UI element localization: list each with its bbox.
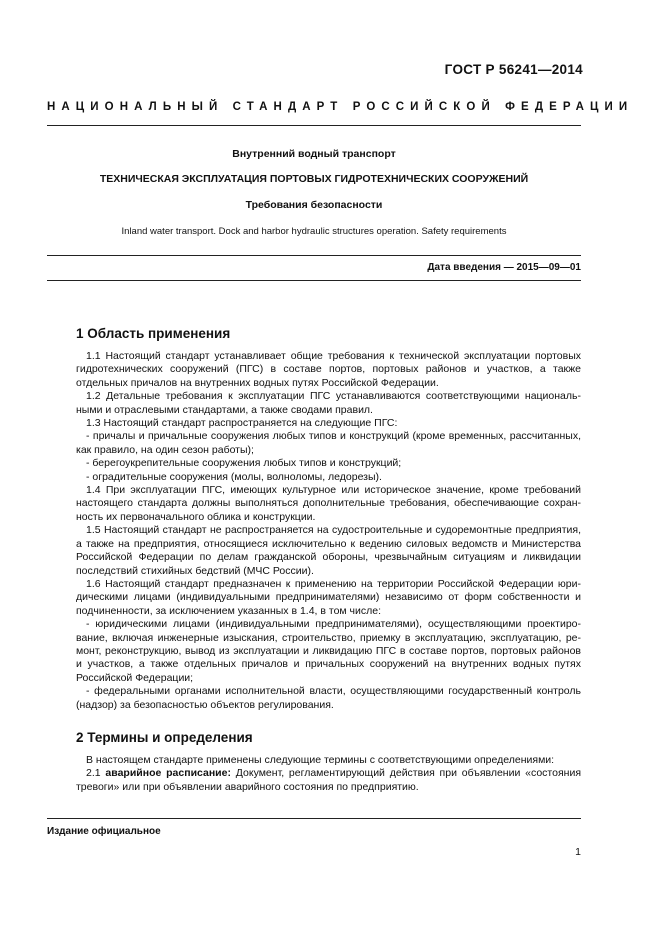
list-item: - федеральными органами исполнительной власти, осуществляющими государственный контроль (надзор) за безопасностью объектов регулирования. — [76, 685, 581, 711]
header-divider — [47, 125, 581, 126]
national-standard-banner: НАЦИОНАЛЬНЫЙ СТАНДАРТ РОССИЙСКОЙ ФЕДЕРАЦИИ — [47, 101, 634, 113]
section-2-heading: 2 Термины и определения — [76, 730, 253, 745]
standard-number: ГОСТ Р 56241—2014 — [444, 62, 583, 77]
paragraph-1-6: 1.6 Настоящий стандарт предназначен к применению на территории Российской Федерации юридическими лицами (индивидуальными предпринимателями) независимо от форм собственности и подчиненности, за исключением указанных в 1.4, в том числе: — [76, 577, 581, 617]
paragraph-1-1: 1.1 Настоящий стандарт устанавливает общие требования к технической эксплуатации портовых гидротехнических сооружений (ПГС) в составе портов, портовых районов и участков, а также отдельных причалов на внутренних водных путях Российской Федерации. — [76, 350, 581, 389]
term-number: 2.1 — [86, 767, 101, 780]
page-number: 1 — [575, 846, 581, 858]
term-name: аварийное расписание: — [105, 767, 231, 780]
section-2-body — [76, 754, 581, 794]
paragraph-1-3: 1.3 Настоящий стандарт распространяется на следующие ПГС: — [86, 417, 398, 430]
term-2-1 — [76, 767, 581, 794]
paragraph-1-5: 1.5 Настоящий стандарт не распространяется на судостроительные и судоремонтные предприятия, а также на предприятия, относящиеся исключительно к ведению силовых ведомств и Министерства Российской Федерации по делам гражданской обороны, чрезвычайным ситуациям и ликвидации последствий стихийных бедствий (МЧС России). — [76, 524, 581, 577]
title-main: ТЕХНИЧЕСКАЯ ЭКСПЛУАТАЦИЯ ПОРТОВЫХ ГИДРОТЕХНИЧЕСКИХ СООРУЖЕНИЙ — [99, 173, 529, 185]
paragraph-1-4: 1.4 При эксплуатации ПГС, имеющих культурное или историческое значение, кроме требований настоящего стандарта должны выполняться дополнительные требования, обеспечивающие сохранность их первоначального облика и конструкции. — [76, 484, 581, 523]
title-sub: Требования безопасности — [245, 199, 383, 211]
introduction-date: Дата введения — 2015—09—01 — [427, 262, 581, 273]
list-item: - берегоукрепительные сооружения любых типов и конструкций; — [86, 457, 402, 470]
date-divider — [47, 280, 581, 281]
list-item: - причалы и причальные сооружения любых типов и конструкций (кроме временных, рассчитанных, как правило, на один сезон работы); — [76, 430, 581, 456]
section-2-intro: В настоящем стандарте применены следующие термины с соответствующими определениями: — [86, 754, 555, 766]
section-1-body — [76, 350, 581, 712]
title-english: Inland water transport. Dock and harbor hydraulic structures operation. Safety requirements — [121, 226, 507, 237]
list-item: - юридическими лицами (индивидуальными предпринимателями), осуществляющими проектирование, включая инженерные изыскания, строительство, приемку в эксплуатацию, эксплуатацию, ремонт, реконструкцию, вывод из эксплуатации и ликвидацию ПГС в составе портов, портовых районов и участков, а также отдельных причалов и причальных сооружений на внутренних водных путях Российской Федерации; — [76, 618, 581, 684]
title-divider — [47, 255, 581, 256]
paragraph-1-2: 1.2 Детальные требования к эксплуатации ПГС устанавливаются соответствующими национальными и отраслевыми стандартами, а также сводами правил. — [76, 390, 581, 416]
footer-divider — [47, 818, 581, 819]
term-definition: Документ, регламентирующий действия при объявлении «состояния тревоги» или при объявлении аварийного состояния по предприятию. — [76, 767, 581, 793]
section-1-heading: 1 Область применения — [76, 326, 231, 341]
list-item: - оградительные сооружения (молы, волноломы, ледорезы). — [86, 470, 382, 483]
title-subject: Внутренний водный транспорт — [232, 148, 396, 160]
official-edition-label: Издание официальное — [47, 826, 161, 837]
